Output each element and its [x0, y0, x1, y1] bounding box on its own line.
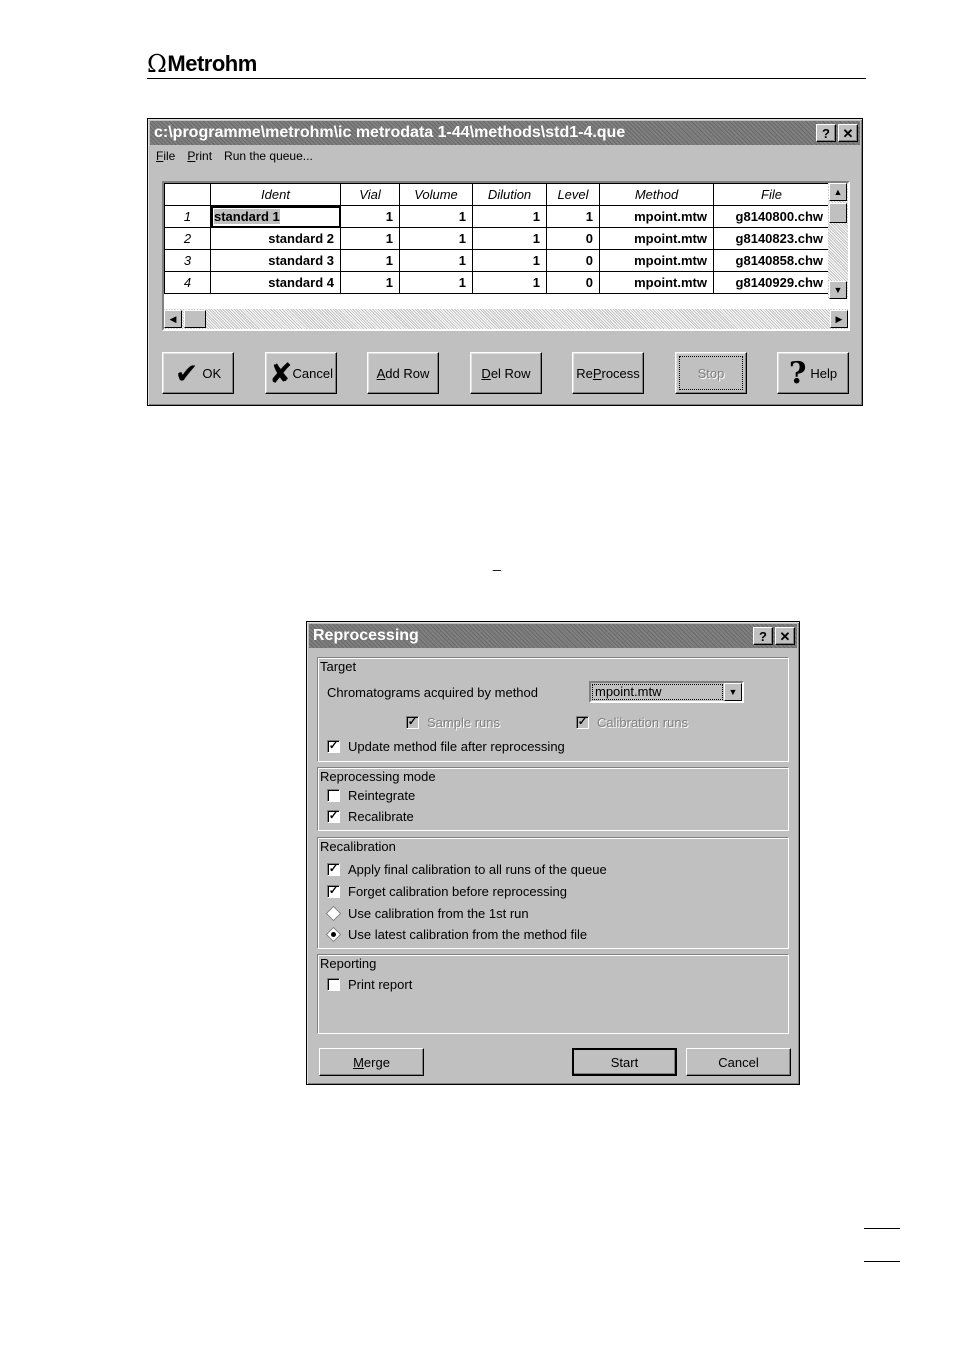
dilution-cell[interactable]: 1 [473, 206, 547, 228]
file-cell[interactable]: g8140858.chw [714, 250, 830, 272]
column-header-volume[interactable]: Volume [400, 184, 473, 206]
checkbox-checked-icon: ✓ [328, 885, 339, 897]
method-cell[interactable]: mpoint.mtw [600, 206, 714, 228]
level-cell[interactable]: 1 [547, 206, 600, 228]
checkbox-unchecked-icon [327, 978, 340, 991]
ok-button[interactable] [162, 352, 234, 394]
level-cell[interactable]: 0 [547, 228, 600, 250]
forget-calibration-checkbox[interactable] [327, 884, 567, 899]
dilution-cell[interactable]: 1 [473, 250, 547, 272]
table-row[interactable] [165, 206, 830, 228]
vial-cell[interactable]: 1 [341, 206, 400, 228]
forget-calibration-label: Forget calibration before reprocessing [348, 884, 567, 899]
file-cell[interactable]: g8140823.chw [714, 228, 830, 250]
column-header-rownum [165, 184, 211, 206]
metrohm-logo [147, 50, 257, 78]
merge-label: Merge [353, 1054, 390, 1070]
queue-window-title: c:\programme\metrohm\ic metrodata 1-44\methods\std1-4.que [154, 124, 626, 141]
checkbox-checked-icon: ✓ [328, 810, 339, 822]
merge-button[interactable] [319, 1048, 424, 1076]
question-mark-icon: ? [788, 355, 807, 391]
reprocessing-title: Reprocessing [313, 627, 419, 644]
scroll-down-icon[interactable]: ▼ [829, 281, 847, 299]
checkbox-checked-icon: ✓ [328, 863, 339, 875]
checkbox-checked-icon: ✓ [328, 740, 339, 752]
queue-grid[interactable] [162, 181, 850, 331]
omega-logo-icon: Ω [147, 50, 167, 78]
recalibrate-label: Recalibrate [348, 809, 414, 824]
target-label: Target [320, 659, 357, 674]
sample-runs-checkbox [406, 715, 500, 730]
add-row-label: Add Row [376, 365, 430, 381]
scroll-up-icon[interactable]: ▲ [829, 183, 847, 201]
menu-print[interactable]: Print [187, 149, 213, 163]
scroll-left-icon[interactable]: ◀ [164, 310, 182, 328]
ident-cell[interactable]: standard 4 [211, 272, 341, 294]
horizontal-scrollbar[interactable] [164, 309, 848, 329]
column-header-ident[interactable]: Ident [211, 184, 341, 206]
checkbox-checked-icon: ✓ [577, 716, 588, 728]
start-label: Start [610, 1054, 639, 1070]
stop-button[interactable] [675, 352, 747, 394]
file-cell[interactable]: g8140800.chw [714, 206, 830, 228]
reporting-label: Reporting [320, 956, 377, 971]
vial-cell[interactable]: 1 [341, 250, 400, 272]
volume-cell[interactable]: 1 [400, 272, 473, 294]
reprocess-button[interactable] [572, 352, 644, 394]
queue-table [164, 183, 830, 294]
recalibrate-checkbox[interactable] [327, 809, 414, 824]
target-group [317, 657, 789, 762]
apply-final-label: Apply final calibration to all runs of the queue [348, 862, 607, 877]
table-row[interactable] [165, 250, 830, 272]
scroll-right-icon[interactable]: ▶ [830, 310, 848, 328]
reintegrate-checkbox[interactable] [327, 788, 415, 803]
method-select-value: mpoint.mtw [592, 684, 723, 700]
volume-cell[interactable]: 1 [400, 250, 473, 272]
column-header-vial[interactable]: Vial [341, 184, 400, 206]
use-first-run-radio[interactable] [327, 906, 529, 921]
scroll-thumb-vertical[interactable] [829, 203, 847, 223]
queue-menubar [156, 147, 313, 165]
recalibration-group [317, 837, 789, 949]
cancel-button[interactable] [686, 1048, 791, 1076]
sample-runs-label: Sample runs [427, 715, 500, 730]
help-button[interactable] [777, 352, 849, 394]
calibration-runs-label: Calibration runs [597, 715, 689, 730]
row-number: 4 [165, 272, 211, 294]
table-header-row [165, 184, 830, 206]
logo-text: Metrohm [167, 51, 257, 76]
update-method-label: Update method file after reprocessing [348, 739, 565, 754]
method-cell[interactable]: mpoint.mtw [600, 250, 714, 272]
menu-run-queue[interactable]: Run the queue... [224, 149, 313, 163]
checkbox-checked-icon: ✓ [407, 716, 418, 728]
stop-label: Stop [697, 365, 725, 381]
close-icon[interactable]: ✕ [775, 627, 795, 645]
ident-cell-selected[interactable] [211, 206, 341, 228]
row-number: 1 [165, 206, 211, 228]
ok-label: OK [202, 365, 222, 381]
level-cell[interactable]: 0 [547, 272, 600, 294]
cancel-label: Cancel [718, 1054, 759, 1070]
method-cell[interactable]: mpoint.mtw [600, 228, 714, 250]
radio-unselected-icon [327, 907, 340, 920]
chevron-down-icon[interactable]: ▼ [724, 683, 742, 701]
reprocess-label: ReProcess [576, 365, 640, 381]
print-report-checkbox[interactable] [327, 977, 412, 992]
reporting-group [317, 954, 789, 1034]
help-title-icon[interactable]: ? [816, 124, 836, 142]
reintegrate-label: Reintegrate [348, 788, 416, 803]
reprocessing-dialog [306, 621, 800, 1085]
volume-cell[interactable]: 1 [400, 206, 473, 228]
ident-cell[interactable]: standard 3 [211, 250, 341, 272]
add-row-button[interactable] [367, 352, 439, 394]
queue-titlebar [150, 121, 860, 145]
volume-cell[interactable]: 1 [400, 228, 473, 250]
reprocessing-titlebar [309, 624, 797, 648]
dilution-cell[interactable]: 1 [473, 228, 547, 250]
close-icon[interactable]: ✕ [838, 124, 858, 142]
vertical-scrollbar[interactable] [828, 183, 848, 299]
menu-file[interactable]: File [156, 149, 176, 163]
start-button[interactable] [572, 1048, 677, 1076]
method-label: Chromatograms acquired by method [327, 685, 538, 700]
recalibration-label: Recalibration [320, 839, 396, 854]
column-header-method[interactable]: Method [600, 184, 714, 206]
column-header-file[interactable]: File [714, 184, 830, 206]
help-label: Help [810, 365, 838, 381]
reprocessing-mode-label: Reprocessing mode [320, 769, 436, 784]
apply-final-checkbox[interactable] [327, 862, 607, 877]
del-row-button[interactable] [470, 352, 542, 394]
x-icon: ✘ [269, 356, 293, 390]
vial-cell[interactable]: 1 [341, 228, 400, 250]
cancel-label: Cancel [292, 365, 333, 381]
update-method-checkbox[interactable] [327, 739, 565, 754]
file-cell[interactable]: g8140929.chw [714, 272, 830, 294]
reprocessing-mode-group [317, 767, 789, 831]
stray-underscore: _ [493, 555, 501, 571]
use-latest-radio[interactable] [327, 927, 587, 942]
method-select[interactable] [589, 681, 744, 703]
scroll-thumb-horizontal[interactable] [184, 310, 206, 328]
row-number: 2 [165, 228, 211, 250]
calibration-runs-checkbox [576, 715, 688, 730]
margin-rule-top [864, 1228, 900, 1229]
del-row-label: Del Row [481, 365, 531, 381]
print-report-label: Print report [348, 977, 413, 992]
level-cell[interactable]: 0 [547, 250, 600, 272]
checkbox-unchecked-icon [327, 789, 340, 802]
method-cell[interactable]: mpoint.mtw [600, 272, 714, 294]
dilution-cell[interactable]: 1 [473, 272, 547, 294]
column-header-level[interactable]: Level [547, 184, 600, 206]
vial-cell[interactable]: 1 [341, 272, 400, 294]
queue-window [147, 118, 863, 406]
table-row[interactable] [165, 228, 830, 250]
ident-cell-text: standard 1 [214, 209, 280, 224]
radio-selected-icon [327, 928, 340, 941]
column-header-dilution[interactable]: Dilution [473, 184, 547, 206]
use-first-run-label: Use calibration from the 1st run [348, 906, 529, 921]
cancel-button[interactable] [265, 352, 337, 394]
checkmark-icon: ✔ [174, 356, 199, 390]
header-rule [147, 78, 866, 79]
help-title-icon[interactable]: ? [753, 627, 773, 645]
row-number: 3 [165, 250, 211, 272]
margin-rule-bottom [864, 1261, 900, 1262]
table-row[interactable] [165, 272, 830, 294]
use-latest-label: Use latest calibration from the method file [348, 927, 588, 942]
ident-cell[interactable]: standard 2 [211, 228, 341, 250]
